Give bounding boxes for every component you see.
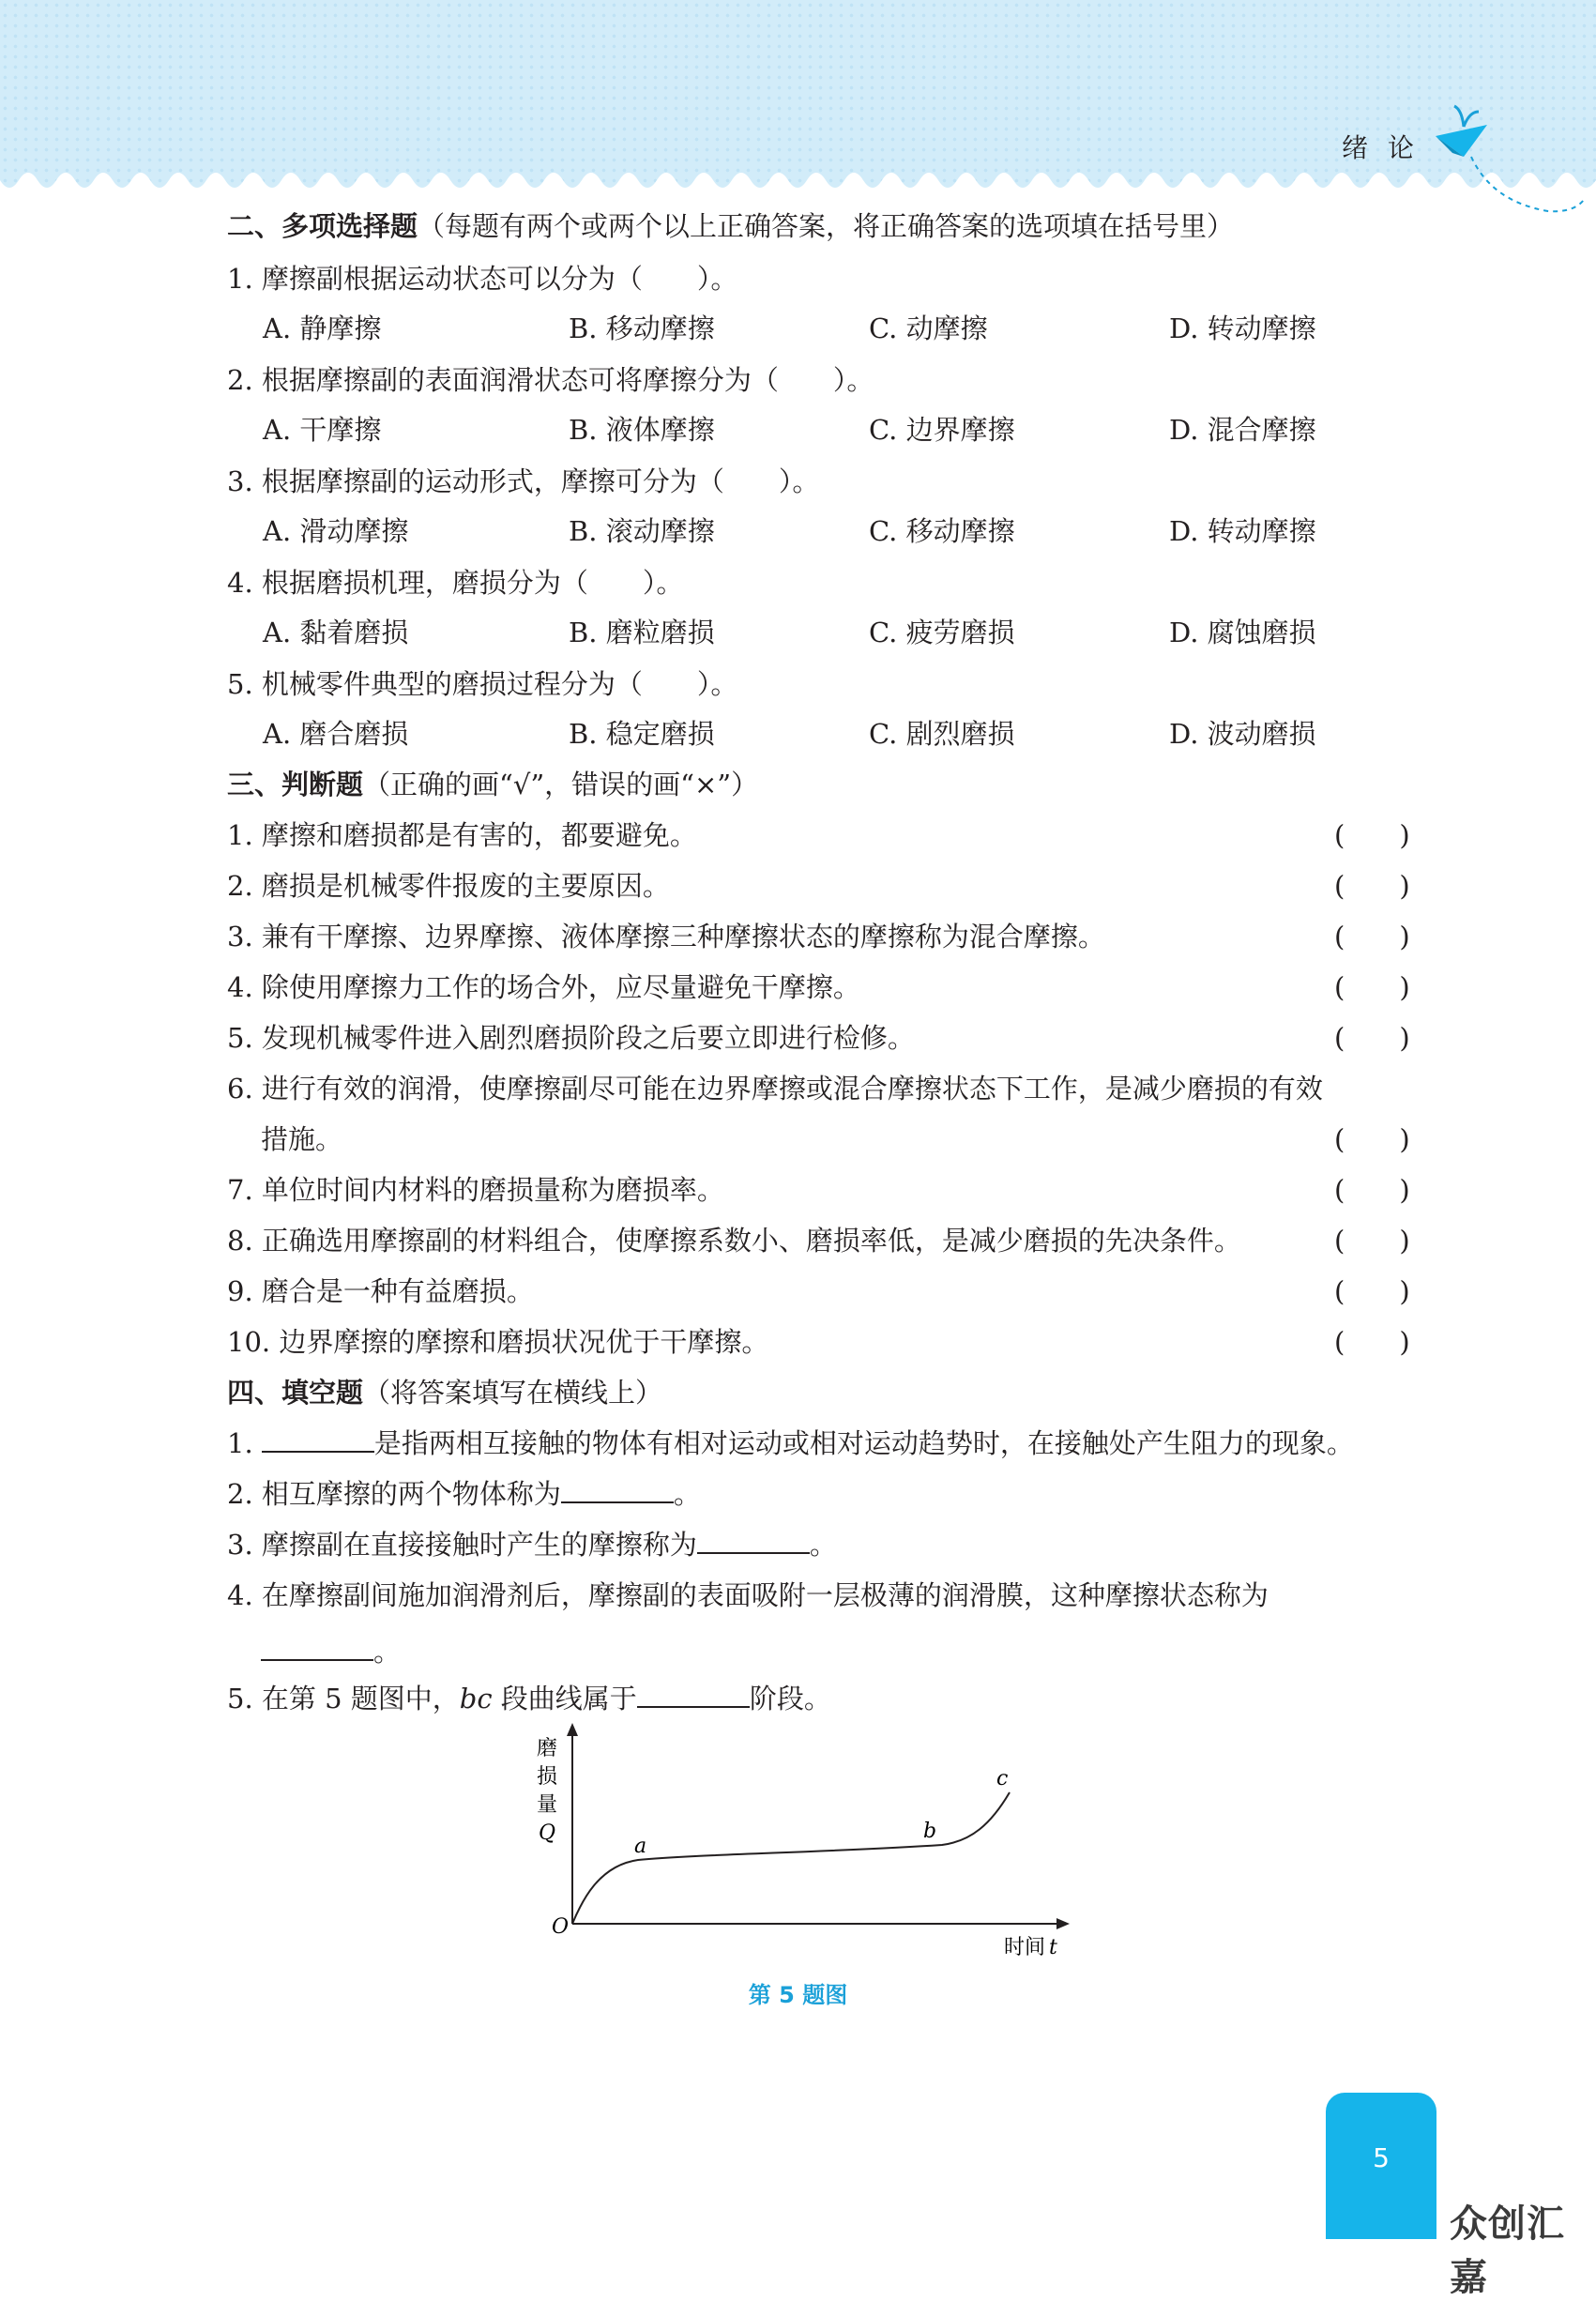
- question-text: 阶段。: [749, 1683, 831, 1714]
- x-label: 时间: [1004, 1936, 1046, 1959]
- y-variable: Q: [539, 1821, 556, 1845]
- answer-blank[interactable]: [261, 1635, 373, 1661]
- fill-question-1: [227, 1425, 1354, 1462]
- mc-option: C. 剧烈磨损: [869, 718, 1015, 750]
- section2-title: 二、多项选择题: [227, 210, 418, 242]
- question-text: 段曲线属于: [492, 1683, 637, 1714]
- mc-question-3: 3. 根据摩擦副的运动形式，摩擦可分为（ ）。: [227, 465, 820, 497]
- page-number: 5: [1373, 2142, 1390, 2173]
- section3-heading: [227, 766, 758, 803]
- tf-item-7: 7. 单位时间内材料的磨损量称为磨损率。: [227, 1174, 724, 1206]
- mc-question-2: 2. 根据摩擦副的表面润滑状态可将摩擦分为（ ）。: [227, 364, 874, 396]
- mc-option: B. 移动摩擦: [569, 312, 715, 344]
- fill-question-4: 4. 在摩擦副间施加润滑剂后，摩擦副的表面吸附一层极薄的润滑膜，这种摩擦状态称为: [227, 1579, 1269, 1611]
- answer-blank[interactable]: [262, 1426, 374, 1453]
- mc-option: B. 磨粒磨损: [569, 617, 715, 648]
- answer-paren: ( ): [1334, 971, 1410, 1003]
- tf-item-5: 5. 发现机械零件进入剧烈磨损阶段之后要立即进行检修。: [227, 1022, 915, 1054]
- question-text: 3. 摩擦副在直接接触时产生的摩擦称为: [227, 1529, 697, 1561]
- point-label-b: b: [923, 1820, 937, 1843]
- paper-plane-icon: [1417, 99, 1596, 239]
- wear-curve-figure: [525, 1723, 1070, 1976]
- mc-question-5: 5. 机械零件典型的磨损过程分为（ ）。: [227, 668, 738, 700]
- mc-option: D. 腐蚀磨损: [1169, 617, 1316, 648]
- answer-blank[interactable]: [637, 1682, 750, 1708]
- tf-item-1: 1. 摩擦和磨损都是有害的，都要避免。: [227, 819, 697, 851]
- question-text: 2. 相互摩擦的两个物体称为: [227, 1478, 561, 1510]
- section2-note: （每题有两个或两个以上正确答案，将正确答案的选项填在括号里）: [418, 210, 1235, 242]
- fill-question-3: [227, 1526, 837, 1563]
- answer-paren: ( ): [1334, 1022, 1410, 1054]
- answer-paren: ( ): [1334, 921, 1410, 952]
- origin-label: O: [552, 1915, 570, 1939]
- tf-item-4: 4. 除使用摩擦力工作的场合外，应尽量避免干摩擦。: [227, 971, 860, 1003]
- tf-item-2: 2. 磨损是机械零件报废的主要原因。: [227, 870, 670, 902]
- tf-item-3: 3. 兼有干摩擦、边界摩擦、液体摩擦三种摩擦状态的摩擦称为混合摩擦。: [227, 921, 1105, 952]
- mc-question-1: 1. 摩擦副根据运动状态可以分为（ ）。: [227, 263, 738, 295]
- mc-option: C. 疲劳磨损: [869, 617, 1015, 648]
- fill-question-2: [227, 1475, 701, 1513]
- question-number: 1.: [227, 1427, 253, 1459]
- period: 。: [809, 1529, 837, 1561]
- point-label-c: c: [996, 1767, 1009, 1791]
- fill-question-5: [227, 1680, 831, 1717]
- answer-paren: ( ): [1334, 1326, 1410, 1358]
- answer-paren: ( ): [1334, 1225, 1410, 1257]
- answer-blank[interactable]: [561, 1477, 674, 1503]
- figure-caption: 第 5 题图: [748, 1982, 848, 2008]
- mc-option: B. 液体摩擦: [569, 414, 715, 446]
- mc-option: A. 磨合磨损: [263, 718, 409, 750]
- tf-item-6: 6. 进行有效的润滑，使摩擦副尽可能在边界摩擦或混合摩擦状态下工作，是减少磨损的有效: [227, 1073, 1323, 1105]
- x-variable: t: [1049, 1936, 1057, 1959]
- watermark: 众创汇嘉: [1450, 2202, 1565, 2299]
- mc-option: B. 稳定磨损: [569, 718, 715, 750]
- header-band: [0, 0, 1596, 195]
- question-text: 是指两相互接触的物体有相对运动或相对运动趋势时，在接触处产生阻力的现象。: [373, 1427, 1354, 1459]
- mc-question-4: 4. 根据磨损机理，磨损分为（ ）。: [227, 567, 684, 599]
- section3-title: 三、判断题: [227, 769, 364, 800]
- section2-heading: [227, 207, 1234, 245]
- mc-option: D. 混合摩擦: [1169, 414, 1316, 446]
- section3-note: （正确的画“√”，错误的画“×”）: [363, 769, 759, 800]
- fill-question-4-cont: [261, 1633, 401, 1670]
- answer-paren: ( ): [1334, 819, 1410, 851]
- section4-heading: [227, 1374, 662, 1411]
- section4-title: 四、填空题: [227, 1377, 364, 1409]
- y-label-char: 量: [537, 1793, 558, 1817]
- answer-paren: ( ): [1334, 870, 1410, 902]
- mc-option: D. 转动摩擦: [1169, 515, 1316, 547]
- answer-paren: ( ): [1334, 1275, 1410, 1307]
- tf-item-10: 10. 边界摩擦的摩擦和磨损状况优于干摩擦。: [227, 1326, 769, 1358]
- mc-option: A. 黏着磨损: [263, 617, 409, 648]
- x-axis-arrow: [1056, 1918, 1070, 1929]
- mc-option: A. 滑动摩擦: [263, 515, 409, 547]
- chapter-title: 绪 论: [1342, 132, 1420, 163]
- mc-option: C. 边界摩擦: [869, 414, 1015, 446]
- answer-paren: ( ): [1334, 1123, 1410, 1155]
- header-wave: [0, 171, 1596, 199]
- mc-option: D. 转动摩擦: [1169, 312, 1316, 344]
- mc-option: C. 动摩擦: [869, 312, 988, 344]
- answer-paren: ( ): [1334, 1174, 1410, 1206]
- period: 。: [673, 1478, 701, 1510]
- segment-label: bc: [459, 1683, 493, 1714]
- section4-note: （将答案填写在横线上）: [363, 1377, 663, 1409]
- question-text: 5. 在第 5 题图中，: [227, 1683, 460, 1714]
- y-axis-arrow: [567, 1723, 578, 1736]
- mc-option: C. 移动摩擦: [869, 515, 1015, 547]
- period: 。: [373, 1636, 402, 1668]
- answer-blank[interactable]: [697, 1528, 810, 1554]
- mc-option: D. 波动磨损: [1169, 718, 1316, 750]
- point-label-a: a: [634, 1835, 647, 1858]
- mc-option: B. 滚动摩擦: [569, 515, 715, 547]
- wear-curve: [572, 1792, 1010, 1924]
- mc-option: A. 静摩擦: [263, 312, 382, 344]
- tf-item-8: 8. 正确选用摩擦副的材料组合，使摩擦系数小、磨损率低，是减少磨损的先决条件。: [227, 1225, 1241, 1257]
- mc-option: A. 干摩擦: [263, 414, 382, 446]
- y-label-char: 损: [537, 1765, 558, 1789]
- tf-item-9: 9. 磨合是一种有益磨损。: [227, 1275, 534, 1307]
- y-label-char: 磨: [537, 1737, 558, 1760]
- tf-item-6-cont: 措施。: [261, 1123, 343, 1155]
